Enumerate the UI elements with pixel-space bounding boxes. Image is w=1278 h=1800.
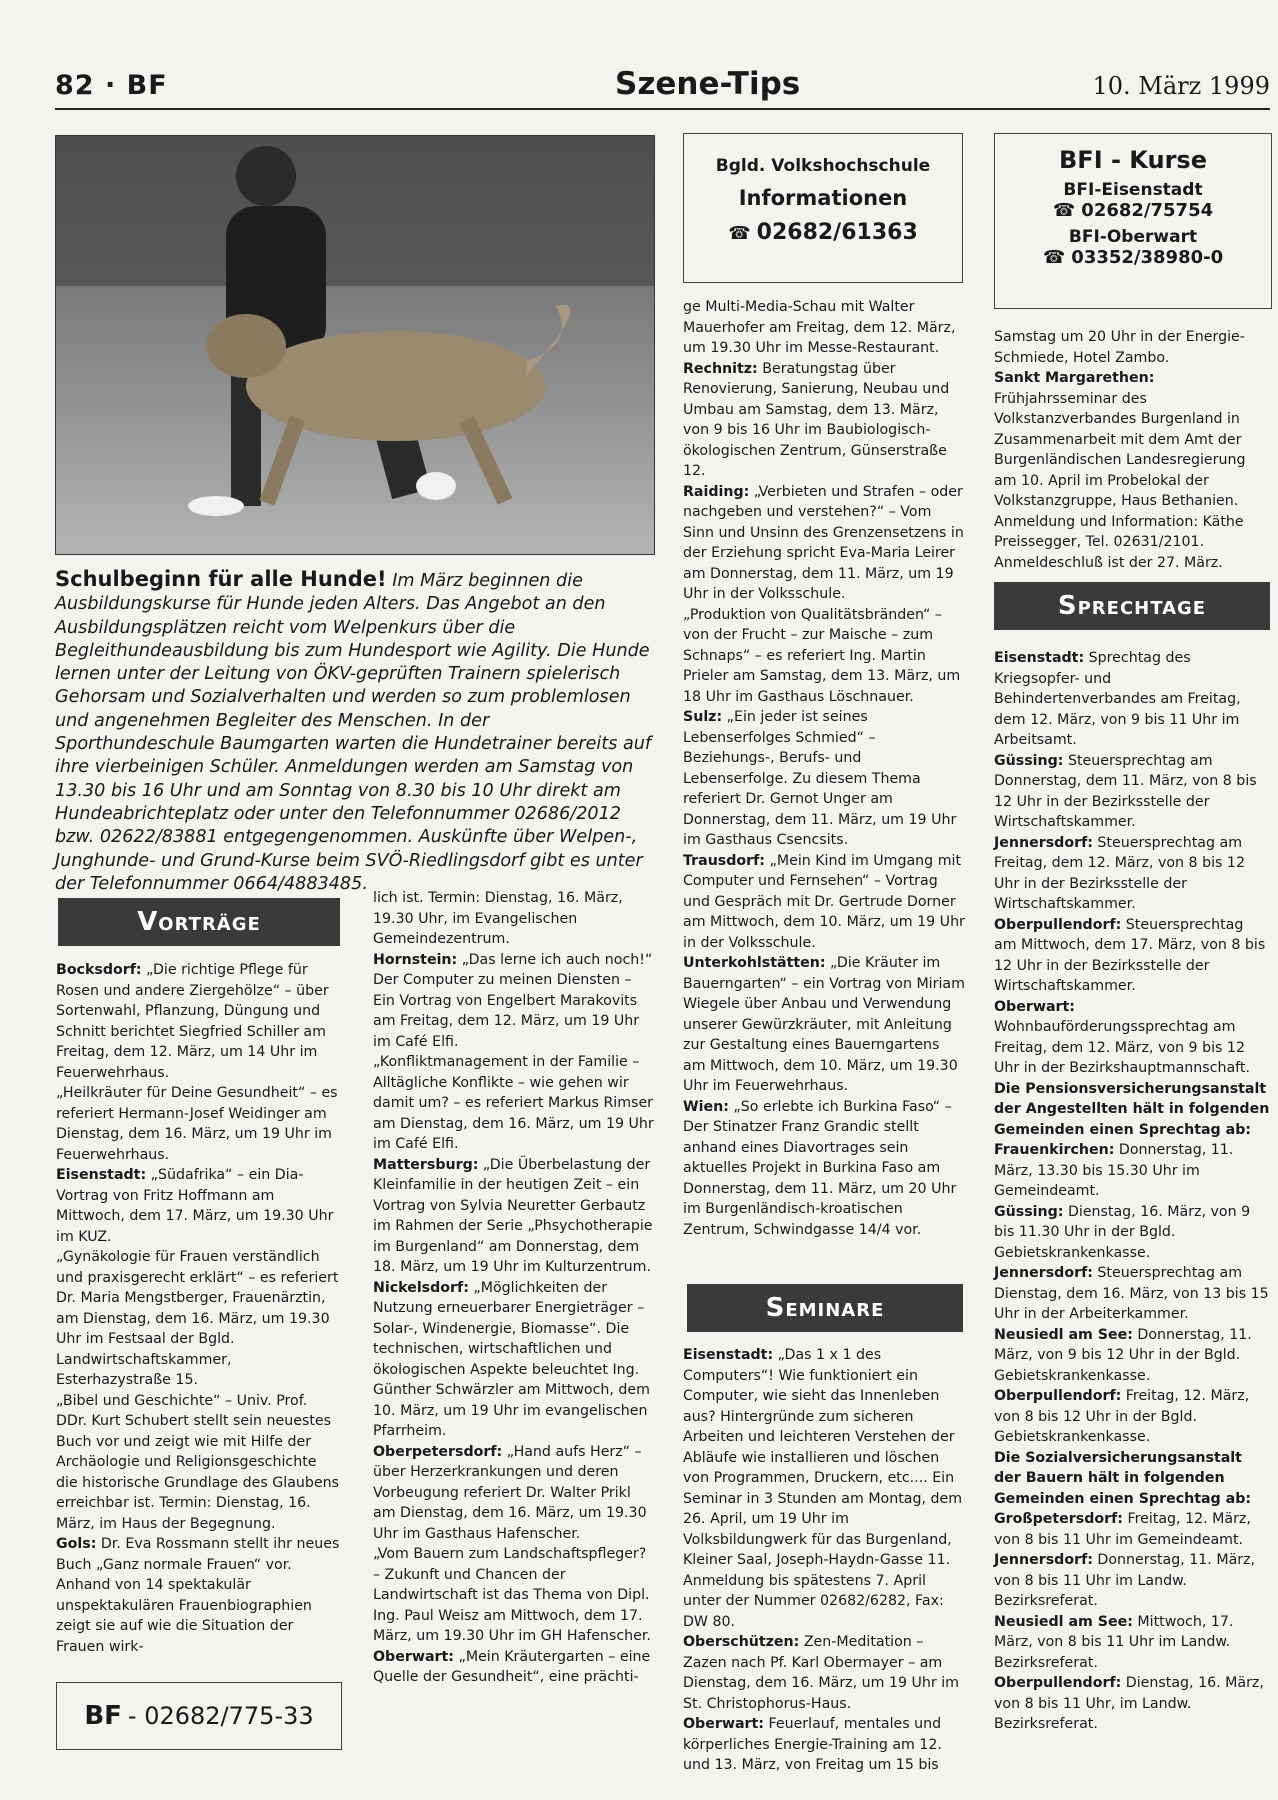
entry-location: Oberpullendorf: (994, 1675, 1122, 1691)
telephone-icon: ☎ (1052, 200, 1076, 221)
article-entry (994, 1509, 1270, 1550)
entry-location: Oberpetersdorf: (373, 1443, 503, 1460)
article-entry (683, 851, 965, 954)
entry-text: Donnerstag, 11. März, von 9 bis 12 Uhr in der Bgld. Gebietskrankenkasse. (994, 1326, 1252, 1384)
bf-phone: - 02682/775-33 (127, 1702, 314, 1730)
entry-text: „Mein Kind im Umgang mit Computer und Fernsehen“ – Vortrag und Gespräch mit Dr. Gertrude Dorner am Mittwoch, dem 10. März, um 19 Uhr in der Volksschule. (683, 852, 965, 951)
page-number: 82 · BF (55, 70, 168, 101)
article-entry (994, 327, 1270, 368)
article-entry (994, 368, 1270, 573)
section-seminare-label: Seminare (765, 1293, 885, 1323)
entry-text: Dienstag, 16. März, von 9 bis 11.30 Uhr in der Bgld. Gebietskrankenkasse. (994, 1203, 1251, 1261)
telephone-icon: ☎ (728, 223, 751, 244)
article-entry (994, 751, 1270, 833)
article-entry (373, 1155, 655, 1278)
article-entry (994, 1386, 1270, 1448)
article-entry (56, 1391, 342, 1535)
article-entry (683, 1632, 965, 1714)
entry-text: „Konfliktmanagement in der Familie – Alltägliche Konflikte – wie gehen wir damit um? – es referiert Markus Rimser am Dienstag, dem 16. März, um 19 Uhr im Café Elfi. (373, 1054, 654, 1152)
article-entry (683, 1714, 965, 1776)
article-entry (683, 297, 965, 359)
section-vortraege (58, 898, 340, 946)
entry-location: Güssing: (994, 752, 1064, 769)
entry-text: „So erlebte ich Burkina Faso“ –Der Stinatzer Franz Grandic stellt anhand eines Diavortrages sein aktuelles Projekt in Burkina Faso am Donnerstag, dem 11. März, um 20 Uhr im Burgenländisch-kroatischen Zentrum, Schwindgasse 14/4 vor. (683, 1098, 957, 1238)
vhs-phone-line (684, 220, 962, 245)
entry-text: „Das 1 x 1 des Computers“! Wie funktioniert ein Computer, wie sieht das Innenleben aus? Hintergründe zum sicheren Arbeiten und leichteren Verstehen der Abläufe wie installieren und löschen von Programmen, Druckern, etc.... Ein Seminar in 3 Stunden am Montag, dem 26. April, um 19 Uhr im Volksbildungwerk für das Burgenland, Kleiner Saal, Joseph-Haydn-Gasse 11. Anmeldung bis spätestens 7. April unter der Nummer 02682/6282, Fax: DW 80. (683, 1347, 963, 1630)
dog-training-photo (55, 135, 655, 555)
entry-text: Donnerstag, 11. März, 13.30 bis 15.30 Uhr im Gemeindeamt. (994, 1142, 1234, 1199)
vhs-info-box (683, 133, 963, 283)
entry-text: Freitag, 12. März, von 8 bis 12 Uhr in der Bgld. Gebietskrankenkasse. (994, 1388, 1250, 1445)
bfi-title: BFI - Kurse (1059, 146, 1207, 174)
article-entry (994, 1550, 1270, 1612)
entry-text: „Ein jeder ist seines Lebenserfolges Schmied“ – Beziehungs-, Berufs- und Lebenserfolge. Zu diesem Thema referiert Dr. Gernot Unger am Donnerstag, dem 11. März, um 19 Uhr im Gasthaus Csencsits. (683, 709, 957, 848)
article-entry (994, 1079, 1270, 1141)
article-entry (683, 707, 965, 851)
article-entry (56, 1534, 342, 1657)
entry-location: Die Pensionsversicherungsanstalt der Angestellten hält in folgenden Gemeinden einen Sprechtag ab: (994, 1080, 1270, 1138)
entry-text: Beratungstag über Renovierung, Sanierung, Neubau und Umbau am Samstag, dem 13. März, von 9 bis 16 Uhr im Baubiologisch-ökologischen Zentrum, Günserstraße 12. (683, 360, 950, 479)
column-2 (373, 888, 655, 1688)
column-3-seminare (683, 1345, 965, 1776)
article-entry (994, 997, 1270, 1079)
article-entry (683, 482, 965, 605)
entry-text: „Die Überbelastung der Kleinfamilie in der heutigen Zeit – ein Vortrag von Sylvia Neuretter Gerbautz im Rahmen der Serie „Phsychotherapie im Burgenland“ am Donnerstag, dem 18. März, um 19 Uhr im Kulturzentrum. (373, 1156, 653, 1275)
entry-location: Neusiedl am See: (994, 1326, 1133, 1343)
entry-location: Oberwart: (994, 998, 1075, 1015)
entry-text: Steuersprechtag am Donnerstag, dem 11. März, von 8 bis 12 Uhr in der Bezirksstelle der Wirtschaftskammer. (994, 752, 1257, 830)
entry-location: Jennersdorf: (994, 834, 1093, 851)
article-entry (994, 1325, 1270, 1387)
entry-location: Bocksdorf: (56, 962, 142, 978)
bf-phone-box (56, 1682, 342, 1750)
entry-location: Jennersdorf: (994, 1552, 1093, 1568)
article-entry (56, 1083, 342, 1165)
entry-location: Eisenstadt: (683, 1347, 774, 1363)
entry-text: „Die Kräuter im Bauerngarten“ – ein Vortrag von Miriam Wiegele über Anbau und Verwendung unserer Gewürzkräuter, mit Anleitung zur Gestaltung eines Bauerngartens am Mittwoch, dem 10. März, um 19.30 Uhr im Feuerwehrhaus. (683, 955, 965, 1094)
column-4-sprechtage (994, 648, 1270, 1735)
entry-text: Frühjahrsseminar des Volkstanzverbandes Burgenland in Zusammenarbeit mit dem Amt der Burgenländischen Landesregierung am 10. April im Probelokal der Volkstanzgruppe, Haus Bethanien. Anmeldung und Information: Käthe Preissegger, Tel. 02631/2101. Anmeldeschluß ist der 27. März. (994, 390, 1246, 571)
column-3 (683, 297, 965, 1240)
entry-location: Wien: (683, 1098, 729, 1115)
lead-title: Schulbeginn für alle Hunde! (55, 567, 387, 591)
entry-text: „Hand aufs Herz“ – über Herzerkrankungen und deren Vorbeugung referiert Dr. Walter Prikl am Dienstag, dem 16. März, um 19.30 Uhr im Gasthaus Hafenscher. (373, 1443, 647, 1542)
entry-location: Oberpullendorf: (994, 916, 1122, 933)
entry-text: Zen-Meditation – Zazen nach Pf. Karl Obermayer – am Dienstag, dem 16. März, um 19 Uhr im St. Christophorus-Haus. (683, 1634, 959, 1712)
entry-location: Frauenkirchen: (994, 1142, 1115, 1158)
article-entry (994, 1202, 1270, 1264)
entry-text: Freitag, 12. März, von 8 bis 11 Uhr im Gemeindeamt. (994, 1511, 1251, 1548)
entry-location: Trausdorf: (683, 852, 765, 869)
entry-text: „Die richtige Pflege für Rosen und andere Ziergehölze“ – über Sortenwahl, Pflanzung, Düngung und Schnitt berichtet Siegfried Schiller am Freitag, dem 12. März, um 14 Uhr im Feuerwehrhaus. (56, 962, 329, 1081)
entry-text: „Produktion von Qualitätsbränden“ – von der Frucht – zur Maische – zum Schnaps“ – es referiert Ing. Martin Prieler am Samstag, dem 13. März, um 18 Uhr im Gasthaus Löschnauer. (683, 606, 961, 705)
article-entry (994, 1673, 1270, 1735)
article-entry (373, 1647, 655, 1688)
entry-location: Rechnitz: (683, 360, 758, 377)
entry-location: Raiding: (683, 483, 750, 500)
entry-location: Mattersburg: (373, 1156, 479, 1173)
entry-text: „Heilkräuter für Deine Gesundheit“ – es referiert Hermann-Josef Weidinger am Dienstag, dem 16. März, um 19 Uhr im Feuerwehrhaus. (56, 1085, 338, 1163)
section-title: Szene-Tips (615, 66, 801, 102)
entry-text: Dr. Eva Rossmann stellt ihr neues Buch „Ganz normale Frauen“ vor. Anhand von 14 spektakulär unspektakulären Frauenbiographien zeigt sie auf wie die Situation der Frauen wirk- (56, 1536, 340, 1655)
entry-location: Oberpullendorf: (994, 1388, 1122, 1404)
entry-text: „Vom Bauern zum Landschaftspfleger? – Zukunft und Chancen der Landwirtschaft ist das Thema von Dipl. Ing. Paul Weisz am Mittwoch, dem 17. März, um 19.30 Uhr im GH Hafenscher. (373, 1546, 651, 1644)
article-entry (373, 1544, 655, 1647)
article-entry (994, 1448, 1270, 1510)
issue-date: 10. März 1999 (1092, 72, 1270, 100)
column-1 (56, 960, 342, 1657)
entry-text: Wohnbauförderungssprechtag am Freitag, dem 12. März, von 9 bis 12 Uhr in der Bezirkshauptmannschaft. (994, 1019, 1250, 1076)
entry-text: Feuerlauf, mentales und körperliches Energie-Training am 12. und 13. März, von Freitag um 15 bis (683, 1716, 942, 1773)
bfi-phone-2: 03352/38980-0 (1071, 247, 1224, 268)
column-4 (994, 327, 1270, 573)
entry-text: Steuersprechtag am Dienstag, dem 16. März, von 13 bis 15 Uhr in der Arbeiterkammer. (994, 1265, 1269, 1322)
section-vortraege-label: Vorträge (137, 907, 261, 937)
entry-text: Samstag um 20 Uhr in der Energie-Schmiede, Hotel Zambo. (994, 329, 1245, 366)
article-entry (56, 1165, 342, 1247)
header-rule (55, 108, 1270, 110)
article-entry (683, 359, 965, 482)
bfi-phone-line-2 (995, 247, 1271, 268)
entry-location: Eisenstadt: (56, 1167, 147, 1183)
entry-location: Großpetersdorf: (994, 1511, 1123, 1527)
entry-text: Dienstag, 16. März, von 8 bis 11 Uhr, im Landw. Bezirksreferat. (994, 1675, 1264, 1732)
article-entry (683, 953, 965, 1097)
article-entry (56, 960, 342, 1083)
entry-location: Oberschützen: (683, 1634, 800, 1650)
lead-body: Im März beginnen die Ausbildungskurse für Hunde jeden Alters. Das Angebot an den Ausbildungsplätzen reicht vom Welpenkurs über die Begleithundeausbildung bis zum Hundesport wie Agility. Die Hunde lernen unter der Leitung von ÖKV-geprüften Trainern spielerisch Gehorsam und Sozialverhalten und werden so zum problemlosen und angenehmen Begleiter des Menschen. In der Sporthundeschule Baumgarten warten die Hundetrainer bereits auf ihre vierbeinigen Schüler. Anmeldungen werden am Samstag von 13.30 bis 16 Uhr und am Sonntag von 8.30 bis 10 Uhr direkt am Hundeabrichteplatz oder unter den Telefonnummer 02686/2012 bzw. 02622/83881 entgegengenommen. Auskünfte über Welpen-, Junghunde- und Grund-Kurse beim SVÖ-Riedlingsdorf gibt es unter der Telefonnummer 0664/4883485. (55, 571, 652, 894)
bfi-location-1: BFI-Eisenstadt (1063, 180, 1203, 200)
entry-location: Neusiedl am See: (994, 1613, 1133, 1630)
entry-text: lich ist. Termin: Dienstag, 16. März, 19.30 Uhr, im Evangelischen Gemeindezentrum. (373, 890, 623, 947)
article-entry (373, 888, 655, 950)
entry-location: Sankt Margarethen: (994, 370, 1155, 386)
entry-text: ge Multi-Media-Schau mit Walter Mauerhofer am Freitag, dem 12. März, um 19.30 Uhr im Messe-Restaurant. (683, 299, 956, 356)
article-entry (683, 1097, 965, 1241)
article-entry (683, 1345, 965, 1632)
bf-label: BF (84, 1701, 122, 1731)
article-entry (373, 1052, 655, 1155)
bfi-location-2: BFI-Oberwart (1068, 227, 1198, 247)
article-entry (56, 1247, 342, 1391)
lead-article (55, 568, 653, 896)
page-header (55, 66, 1270, 110)
article-entry (373, 1442, 655, 1545)
section-seminare (687, 1284, 963, 1332)
vhs-title: Bgld. Volkshochschule (715, 156, 931, 176)
article-entry (373, 1278, 655, 1442)
entry-location: Güssing: (994, 1203, 1064, 1220)
vhs-subtitle: Informationen (738, 186, 908, 210)
entry-location: Gols: (56, 1536, 97, 1552)
article-entry (994, 833, 1270, 915)
entry-text: „Gynäkologie für Frauen verständlich und praxisgerecht erklärt“ – es referiert Dr. Maria Mengstberger, Frauenärztin, am Dienstag, dem 16. März, um 19.30 Uhr im Festsaal der Bgld. Landwirtschaftskammer, Esterhazystraße 15. (56, 1249, 339, 1388)
article-entry (683, 605, 965, 708)
article-entry (994, 1140, 1270, 1202)
entry-text: Sprechtag des Kriegsopfer- und Behindertenverbandes am Freitag, dem 12. März, von 9 bis 11 Uhr im Arbeitsamt. (994, 650, 1241, 748)
entry-text: „Mein Kräutergarten – eine Quelle der Gesundheit“, eine prächti- (373, 1648, 651, 1685)
section-sprechtage (994, 582, 1270, 630)
entry-location: Unterkohlstätten: (683, 955, 826, 971)
entry-location: Sulz: (683, 709, 723, 725)
article-entry (994, 1263, 1270, 1325)
entry-text: Donnerstag, 11. März, von 8 bis 11 Uhr im Landw. Bezirksreferat. (994, 1552, 1256, 1609)
entry-text: „Südafrika“ – ein Dia-Vortrag von Fritz Hoffmann am Mittwoch, dem 17. März, um 19.30 Uhr im KUZ. (56, 1167, 334, 1245)
bfi-phone-line-1 (995, 200, 1271, 221)
article-entry (994, 1612, 1270, 1674)
entry-text: Steuersprechtag am Mittwoch, dem 17. März, von 8 bis 12 Uhr in der Bezirksstelle der Wirtschaftskammer. (994, 916, 1266, 994)
entry-text: „Verbieten und Strafen – oder nachgeben und verstehen?“ – Vom Sinn und Unsinn des Grenzensetzens in der Erziehung spricht Eva-Maria Leirer am Donnerstag, dem 11. März, um 19 Uhr in der Volksschule. (683, 483, 964, 602)
entry-text: Mittwoch, 17. März, von 8 bis 11 Uhr im Landw. Bezirksreferat. (994, 1613, 1234, 1671)
telephone-icon: ☎ (1042, 247, 1066, 268)
article-entry (373, 950, 655, 1053)
vhs-phone: 02682/61363 (756, 220, 918, 245)
entry-location: Jennersdorf: (994, 1265, 1093, 1281)
entry-text: „Möglichkeiten der Nutzung erneuerbarer Energieträger – Solar-, Windenergie, Biomasse“. Die technischen, wirtschaftlichen und ökologischen Aspekte beleuchtet Ing. Günther Schwärzler am Mittwoch, dem 10. März, um 19 Uhr im evangelischen Pfarrheim. (373, 1279, 650, 1439)
entry-location: Eisenstadt: (994, 650, 1085, 666)
entry-location: Nickelsdorf: (373, 1279, 469, 1296)
article-entry (994, 648, 1270, 751)
article-entry (994, 915, 1270, 997)
bfi-courses-box (994, 133, 1272, 309)
entry-text: Steuersprechtag am Freitag, dem 12. März, von 8 bis 12 Uhr in der Bezirksstelle der Wirtschaftskammer. (994, 834, 1245, 912)
bfi-phone-1: 02682/75754 (1081, 200, 1214, 221)
entry-text: „Bibel und Geschichte“ – Univ. Prof. DDr. Kurt Schubert stellt sein neuestes Buch vor und zeigt wie mit Hilfe der Archäologie und Religionsgeschichte die historische Grundlage des Glaubens erreichbar ist. Termin: Dienstag, 16. März, im Haus der Begegnung. (56, 1392, 340, 1532)
entry-text: „Das lerne ich auch noch!“ Der Computer zu meinen Diensten – Ein Vortrag von Engelbert Marakovits am Freitag, dem 12. März, um 19 Uhr im Café Elfi. (373, 951, 653, 1050)
entry-location: Oberwart: (373, 1648, 454, 1665)
entry-location: Die Sozialversicherungsanstalt der Bauern hält in folgenden Gemeinden einen Sprechtag ab: (994, 1449, 1252, 1507)
entry-location: Hornstein: (373, 951, 458, 968)
section-sprechtage-label: Sprechtage (1057, 591, 1207, 621)
entry-location: Oberwart: (683, 1716, 764, 1732)
